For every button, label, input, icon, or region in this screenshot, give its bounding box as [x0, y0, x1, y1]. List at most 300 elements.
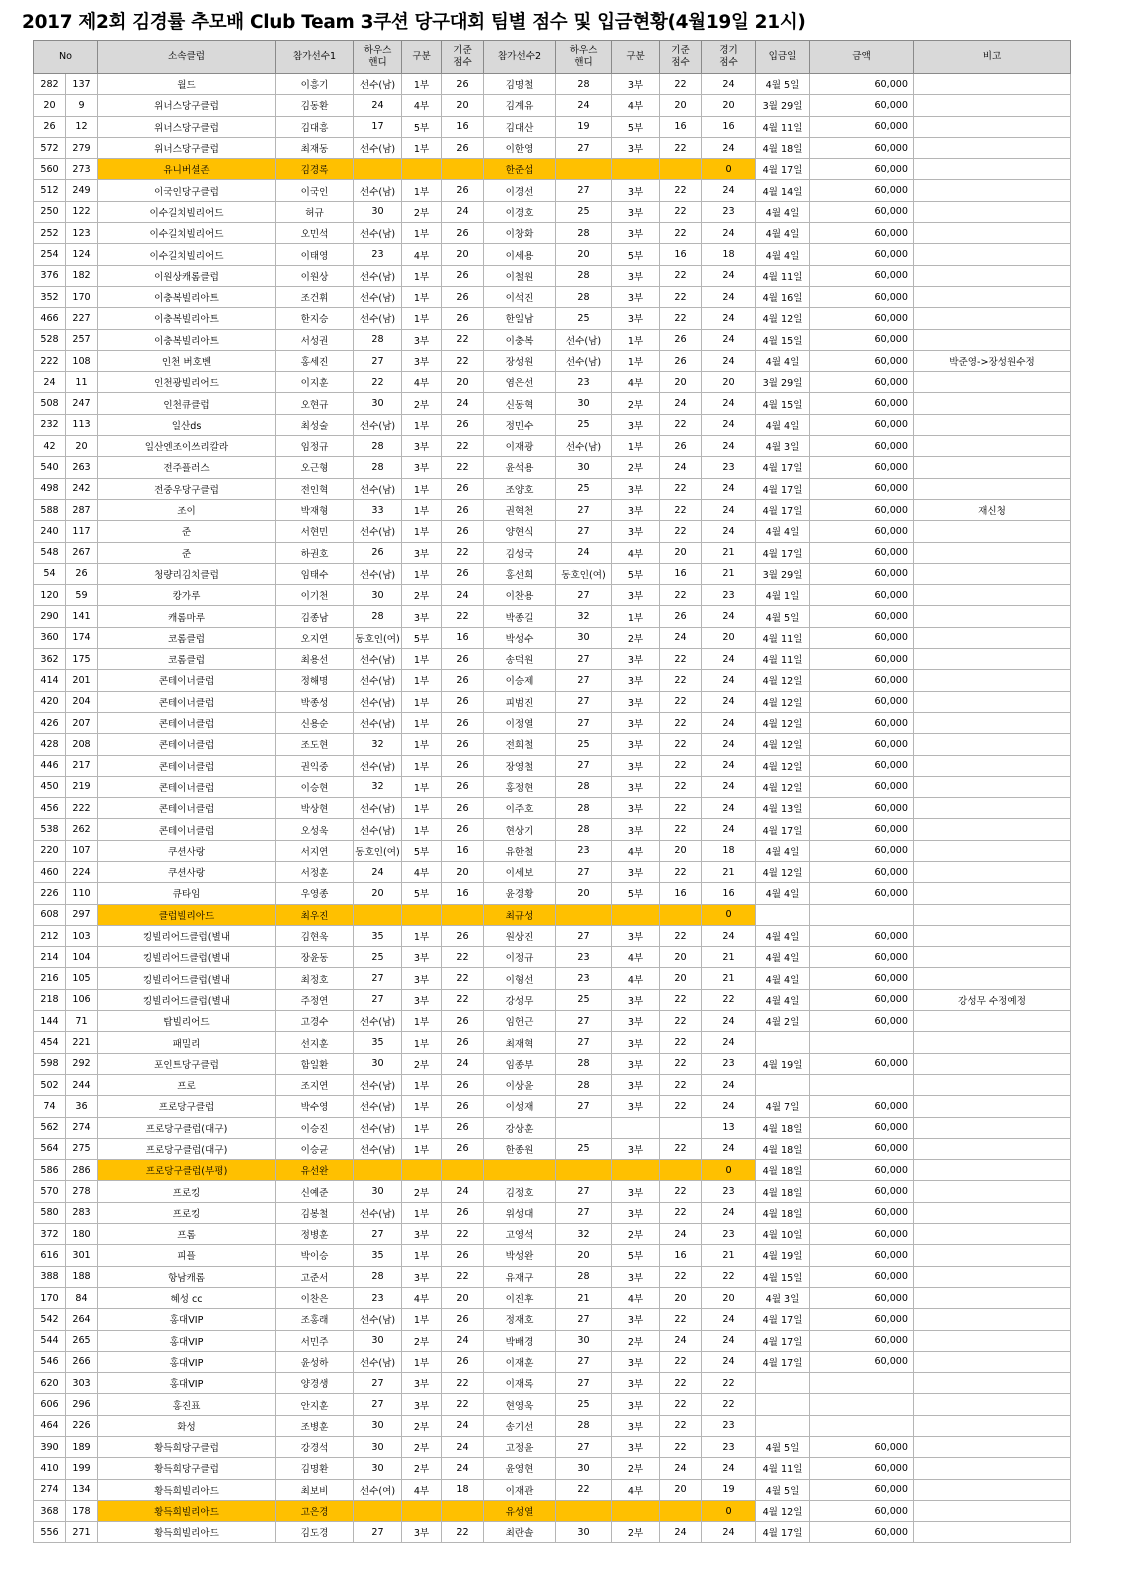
table-row — [34, 201, 1071, 222]
team-number-cell: 286 — [66, 1160, 98, 1181]
player2-cell: 이세용 — [484, 244, 556, 265]
score-cell: 18 — [702, 244, 756, 265]
note-cell — [914, 137, 1071, 158]
note-cell — [914, 116, 1071, 137]
note-cell — [914, 478, 1071, 499]
player1-cell: 박수영 — [276, 1096, 354, 1117]
handicap1-cell — [354, 1160, 402, 1181]
club-cell: 위너스당구클럽 — [98, 95, 276, 116]
base1-cell: 22 — [442, 1373, 484, 1394]
player1-cell: 전인혁 — [276, 478, 354, 499]
note-cell — [914, 649, 1071, 670]
division2-cell: 5부 — [612, 116, 660, 137]
score-cell: 24 — [702, 1138, 756, 1159]
row-number-cell: 426 — [34, 712, 66, 733]
division2-cell: 3부 — [612, 137, 660, 158]
club-cell: 탑빌리어드 — [98, 1011, 276, 1032]
score-cell: 23 — [702, 1415, 756, 1436]
player2-cell: 이정규 — [484, 947, 556, 968]
division2-cell: 3부 — [612, 265, 660, 286]
team-number-cell: 108 — [66, 350, 98, 371]
player1-cell: 서현민 — [276, 521, 354, 542]
note-cell — [914, 1181, 1071, 1202]
division2-cell: 3부 — [612, 585, 660, 606]
note-cell — [914, 925, 1071, 946]
base1-cell: 26 — [442, 1032, 484, 1053]
base1-cell: 26 — [442, 1074, 484, 1095]
base2-cell: 22 — [660, 499, 702, 520]
base1-cell: 20 — [442, 244, 484, 265]
amount-cell: 60,000 — [810, 1224, 914, 1245]
base2-cell: 22 — [660, 265, 702, 286]
division1-cell: 4부 — [402, 372, 442, 393]
row-number-cell: 390 — [34, 1437, 66, 1458]
player1-cell: 우영종 — [276, 883, 354, 904]
note-cell — [914, 180, 1071, 201]
division2-cell: 1부 — [612, 606, 660, 627]
player2-cell: 원상진 — [484, 925, 556, 946]
division2-cell: 1부 — [612, 329, 660, 350]
score-cell: 24 — [702, 691, 756, 712]
team-number-cell: 178 — [66, 1500, 98, 1521]
player2-cell: 김성국 — [484, 542, 556, 563]
row-number-cell: 456 — [34, 798, 66, 819]
base1-cell: 22 — [442, 606, 484, 627]
table-row — [34, 372, 1071, 393]
handicap2-cell: 선수(남) — [556, 329, 612, 350]
base2-cell: 22 — [660, 521, 702, 542]
score-cell: 23 — [702, 1224, 756, 1245]
note-cell — [914, 776, 1071, 797]
team-number-cell: 226 — [66, 1415, 98, 1436]
player1-cell: 최재동 — [276, 137, 354, 158]
base2-cell: 20 — [660, 95, 702, 116]
team-number-cell: 244 — [66, 1074, 98, 1095]
base2-cell: 22 — [660, 1437, 702, 1458]
base2-cell: 20 — [660, 1287, 702, 1308]
row-number-cell: 428 — [34, 734, 66, 755]
player2-cell: 강상훈 — [484, 1117, 556, 1138]
date-cell: 4월 12일 — [756, 1500, 810, 1521]
team-number-cell: 9 — [66, 95, 98, 116]
row-number-cell: 620 — [34, 1373, 66, 1394]
base2-cell: 20 — [660, 947, 702, 968]
table-row — [34, 776, 1071, 797]
player1-cell: 양경생 — [276, 1373, 354, 1394]
table-row — [34, 436, 1071, 457]
note-cell — [914, 1351, 1071, 1372]
player1-cell: 김종남 — [276, 606, 354, 627]
amount-cell — [810, 1415, 914, 1436]
handicap2-cell: 20 — [556, 1245, 612, 1266]
team-number-cell: 208 — [66, 734, 98, 755]
table-row — [34, 1224, 1071, 1245]
player1-cell: 조도현 — [276, 734, 354, 755]
base1-cell: 26 — [442, 1011, 484, 1032]
amount-cell: 60,000 — [810, 223, 914, 244]
row-number-cell: 564 — [34, 1138, 66, 1159]
table-row — [34, 1287, 1071, 1308]
row-number-cell: 608 — [34, 904, 66, 925]
club-cell: 코롬클럽 — [98, 649, 276, 670]
base1-cell: 22 — [442, 436, 484, 457]
amount-cell: 60,000 — [810, 542, 914, 563]
base1-cell: 26 — [442, 691, 484, 712]
division2-cell: 3부 — [612, 1437, 660, 1458]
club-cell: 홍대VIP — [98, 1330, 276, 1351]
date-cell: 4월 18일 — [756, 1160, 810, 1181]
club-cell: 인천큐클럽 — [98, 393, 276, 414]
handicap1-cell: 27 — [354, 1522, 402, 1543]
row-number-cell: 222 — [34, 350, 66, 371]
division2-cell: 3부 — [612, 861, 660, 882]
team-number-cell: 227 — [66, 308, 98, 329]
header-note: 비고 — [914, 41, 1071, 74]
team-number-cell: 283 — [66, 1202, 98, 1223]
score-cell: 22 — [702, 989, 756, 1010]
handicap1-cell: 선수(남) — [354, 670, 402, 691]
table-row — [34, 1266, 1071, 1287]
player2-cell: 박성완 — [484, 1245, 556, 1266]
player1-cell: 장윤동 — [276, 947, 354, 968]
handicap2-cell: 27 — [556, 712, 612, 733]
note-cell — [914, 670, 1071, 691]
player2-cell: 이충복 — [484, 329, 556, 350]
handicap2-cell: 28 — [556, 74, 612, 95]
base2-cell: 22 — [660, 137, 702, 158]
base1-cell: 22 — [442, 329, 484, 350]
player2-cell: 이창화 — [484, 223, 556, 244]
base1-cell: 26 — [442, 1309, 484, 1330]
player2-cell: 한일남 — [484, 308, 556, 329]
club-cell: 코롬클럽 — [98, 627, 276, 648]
base2-cell: 22 — [660, 691, 702, 712]
table-row — [34, 329, 1071, 350]
division2-cell: 3부 — [612, 1202, 660, 1223]
date-cell: 4월 4일 — [756, 925, 810, 946]
base2-cell: 22 — [660, 74, 702, 95]
handicap2-cell: 27 — [556, 1351, 612, 1372]
row-number-cell: 24 — [34, 372, 66, 393]
base2-cell: 22 — [660, 478, 702, 499]
handicap1-cell: 선수(남) — [354, 180, 402, 201]
division2-cell: 3부 — [612, 755, 660, 776]
score-cell: 24 — [702, 286, 756, 307]
row-number-cell: 252 — [34, 223, 66, 244]
handicap2-cell: 28 — [556, 223, 612, 244]
division2-cell: 3부 — [612, 1373, 660, 1394]
division1-cell: 2부 — [402, 1437, 442, 1458]
division2-cell: 2부 — [612, 627, 660, 648]
note-cell — [914, 1074, 1071, 1095]
amount-cell — [810, 1394, 914, 1415]
base2-cell: 26 — [660, 606, 702, 627]
note-cell — [914, 1309, 1071, 1330]
player2-cell: 정민수 — [484, 414, 556, 435]
date-cell: 4월 4일 — [756, 840, 810, 861]
team-number-cell: 113 — [66, 414, 98, 435]
score-cell: 24 — [702, 819, 756, 840]
handicap1-cell: 17 — [354, 116, 402, 137]
player1-cell: 한지승 — [276, 308, 354, 329]
division1-cell: 1부 — [402, 755, 442, 776]
club-cell: 황득희빌리아드 — [98, 1522, 276, 1543]
amount-cell — [810, 1032, 914, 1053]
score-cell: 24 — [702, 223, 756, 244]
club-cell: 홍대VIP — [98, 1373, 276, 1394]
division1-cell: 5부 — [402, 116, 442, 137]
team-number-cell: 122 — [66, 201, 98, 222]
player1-cell: 서정훈 — [276, 861, 354, 882]
division2-cell — [612, 1117, 660, 1138]
team-number-cell: 134 — [66, 1479, 98, 1500]
row-number-cell: 274 — [34, 1479, 66, 1500]
handicap1-cell: 35 — [354, 1032, 402, 1053]
division2-cell: 2부 — [612, 393, 660, 414]
date-cell: 4월 19일 — [756, 1245, 810, 1266]
amount-cell: 60,000 — [810, 798, 914, 819]
division2-cell: 3부 — [612, 798, 660, 819]
base2-cell: 22 — [660, 798, 702, 819]
amount-cell: 60,000 — [810, 1522, 914, 1543]
division1-cell: 1부 — [402, 223, 442, 244]
handicap2-cell: 25 — [556, 201, 612, 222]
date-cell: 4월 17일 — [756, 499, 810, 520]
division1-cell: 1부 — [402, 1011, 442, 1032]
division2-cell: 3부 — [612, 223, 660, 244]
base1-cell: 22 — [442, 542, 484, 563]
note-cell — [914, 904, 1071, 925]
club-cell: 클럽빌리아드 — [98, 904, 276, 925]
score-cell: 16 — [702, 883, 756, 904]
amount-cell: 60,000 — [810, 1266, 914, 1287]
note-cell — [914, 861, 1071, 882]
club-cell: 프롬 — [98, 1224, 276, 1245]
amount-cell: 60,000 — [810, 1458, 914, 1479]
team-number-cell: 219 — [66, 776, 98, 797]
player1-cell: 이지훈 — [276, 372, 354, 393]
division2-cell: 4부 — [612, 542, 660, 563]
base2-cell: 22 — [660, 670, 702, 691]
table-row — [34, 1053, 1071, 1074]
date-cell: 4월 16일 — [756, 286, 810, 307]
table-row — [34, 989, 1071, 1010]
player2-cell: 최규성 — [484, 904, 556, 925]
note-cell — [914, 1011, 1071, 1032]
division2-cell: 5부 — [612, 1245, 660, 1266]
player1-cell: 김봉철 — [276, 1202, 354, 1223]
division1-cell: 1부 — [402, 776, 442, 797]
table-row — [34, 1500, 1071, 1521]
division2-cell: 3부 — [612, 1096, 660, 1117]
team-number-cell: 265 — [66, 1330, 98, 1351]
club-cell: 항남캐롬 — [98, 1266, 276, 1287]
note-cell — [914, 691, 1071, 712]
player2-cell: 현상기 — [484, 819, 556, 840]
club-cell: 혜성 cc — [98, 1287, 276, 1308]
score-cell: 23 — [702, 1437, 756, 1458]
club-cell: 이충복빌리아트 — [98, 329, 276, 350]
handicap1-cell: 선수(남) — [354, 798, 402, 819]
note-cell — [914, 1096, 1071, 1117]
division1-cell: 4부 — [402, 95, 442, 116]
base1-cell: 22 — [442, 1266, 484, 1287]
division2-cell: 3부 — [612, 201, 660, 222]
division1-cell: 2부 — [402, 201, 442, 222]
division1-cell: 2부 — [402, 1415, 442, 1436]
base2-cell: 22 — [660, 1181, 702, 1202]
score-cell: 16 — [702, 116, 756, 137]
base1-cell — [442, 904, 484, 925]
division2-cell — [612, 159, 660, 180]
club-cell: 일산엔조이쓰리칼라 — [98, 436, 276, 457]
table-row — [34, 563, 1071, 584]
division1-cell — [402, 1500, 442, 1521]
base2-cell: 22 — [660, 819, 702, 840]
handicap2-cell: 28 — [556, 265, 612, 286]
division1-cell: 1부 — [402, 499, 442, 520]
handicap2-cell: 28 — [556, 776, 612, 797]
base1-cell: 18 — [442, 1479, 484, 1500]
player1-cell: 허규 — [276, 201, 354, 222]
table-row — [34, 819, 1071, 840]
base1-cell: 26 — [442, 1117, 484, 1138]
handicap2-cell: 28 — [556, 1266, 612, 1287]
date-cell: 4월 5일 — [756, 606, 810, 627]
row-number-cell: 466 — [34, 308, 66, 329]
base2-cell: 22 — [660, 1394, 702, 1415]
division1-cell: 1부 — [402, 1138, 442, 1159]
handicap1-cell: 선수(남) — [354, 1074, 402, 1095]
team-number-cell: 207 — [66, 712, 98, 733]
player2-cell: 이재훈 — [484, 1351, 556, 1372]
amount-cell: 60,000 — [810, 521, 914, 542]
handicap2-cell: 25 — [556, 1138, 612, 1159]
team-number-cell: 217 — [66, 755, 98, 776]
division1-cell: 1부 — [402, 1245, 442, 1266]
handicap2-cell: 25 — [556, 478, 612, 499]
date-cell — [756, 1074, 810, 1095]
club-cell: 프로당구클럽(대구) — [98, 1117, 276, 1138]
handicap2-cell: 23 — [556, 968, 612, 989]
division1-cell: 3부 — [402, 1522, 442, 1543]
note-cell — [914, 1373, 1071, 1394]
club-cell: 콘테이너클럽 — [98, 670, 276, 691]
handicap1-cell: 선수(남) — [354, 521, 402, 542]
date-cell: 4월 15일 — [756, 1266, 810, 1287]
player2-cell: 송덕원 — [484, 649, 556, 670]
player2-cell: 유재구 — [484, 1266, 556, 1287]
score-cell: 24 — [702, 776, 756, 797]
note-cell — [914, 1330, 1071, 1351]
division1-cell: 1부 — [402, 1117, 442, 1138]
handicap2-cell — [556, 1160, 612, 1181]
score-cell: 24 — [702, 1458, 756, 1479]
table-row — [34, 95, 1071, 116]
base1-cell: 24 — [442, 1437, 484, 1458]
player1-cell: 함일환 — [276, 1053, 354, 1074]
club-cell: 전주플러스 — [98, 457, 276, 478]
base1-cell: 20 — [442, 95, 484, 116]
table-row — [34, 244, 1071, 265]
base1-cell: 26 — [442, 734, 484, 755]
base2-cell: 22 — [660, 414, 702, 435]
score-cell: 22 — [702, 1373, 756, 1394]
row-number-cell: 232 — [34, 414, 66, 435]
division1-cell: 3부 — [402, 606, 442, 627]
handicap1-cell: 선수(남) — [354, 1202, 402, 1223]
note-cell — [914, 1287, 1071, 1308]
date-cell — [756, 1394, 810, 1415]
table-row — [34, 542, 1071, 563]
base2-cell: 24 — [660, 457, 702, 478]
date-cell: 4월 10일 — [756, 1224, 810, 1245]
team-number-cell: 303 — [66, 1373, 98, 1394]
row-number-cell: 362 — [34, 649, 66, 670]
table-row — [34, 1330, 1071, 1351]
team-number-cell: 124 — [66, 244, 98, 265]
player2-cell: 김정호 — [484, 1181, 556, 1202]
club-cell: 이수길치빌리어드 — [98, 244, 276, 265]
note-cell: 강성무 수정예정 — [914, 989, 1071, 1010]
handicap1-cell: 25 — [354, 947, 402, 968]
handicap1-cell: 선수(남) — [354, 1096, 402, 1117]
player2-cell: 박종길 — [484, 606, 556, 627]
table-row — [34, 883, 1071, 904]
handicap2-cell: 19 — [556, 116, 612, 137]
score-cell: 22 — [702, 1394, 756, 1415]
division2-cell: 4부 — [612, 968, 660, 989]
division1-cell: 3부 — [402, 542, 442, 563]
amount-cell: 60,000 — [810, 1437, 914, 1458]
base2-cell — [660, 904, 702, 925]
club-cell: 이수길치빌리어드 — [98, 201, 276, 222]
base2-cell: 22 — [660, 201, 702, 222]
row-number-cell: 410 — [34, 1458, 66, 1479]
date-cell: 4월 12일 — [756, 861, 810, 882]
date-cell: 3월 29일 — [756, 95, 810, 116]
table-row — [34, 1160, 1071, 1181]
team-number-cell: 264 — [66, 1309, 98, 1330]
handicap2-cell: 27 — [556, 925, 612, 946]
player2-cell: 정재호 — [484, 1309, 556, 1330]
player2-cell: 장영철 — [484, 755, 556, 776]
club-cell: 캉가루 — [98, 585, 276, 606]
note-cell — [914, 798, 1071, 819]
base2-cell: 20 — [660, 372, 702, 393]
row-number-cell: 240 — [34, 521, 66, 542]
team-number-cell: 263 — [66, 457, 98, 478]
amount-cell: 60,000 — [810, 116, 914, 137]
handicap1-cell: 28 — [354, 436, 402, 457]
date-cell — [756, 1373, 810, 1394]
row-number-cell: 498 — [34, 478, 66, 499]
club-cell: 인천 버호벤 — [98, 350, 276, 371]
base2-cell: 22 — [660, 585, 702, 606]
amount-cell: 60,000 — [810, 393, 914, 414]
date-cell: 4월 4일 — [756, 968, 810, 989]
team-number-cell: 249 — [66, 180, 98, 201]
date-cell: 4월 4일 — [756, 223, 810, 244]
player2-cell: 한준섭 — [484, 159, 556, 180]
club-cell: 콘테이너클럽 — [98, 691, 276, 712]
date-cell: 4월 19일 — [756, 1053, 810, 1074]
handicap2-cell: 27 — [556, 1437, 612, 1458]
score-cell: 24 — [702, 329, 756, 350]
base1-cell: 26 — [442, 286, 484, 307]
score-cell: 24 — [702, 436, 756, 457]
team-number-cell: 199 — [66, 1458, 98, 1479]
